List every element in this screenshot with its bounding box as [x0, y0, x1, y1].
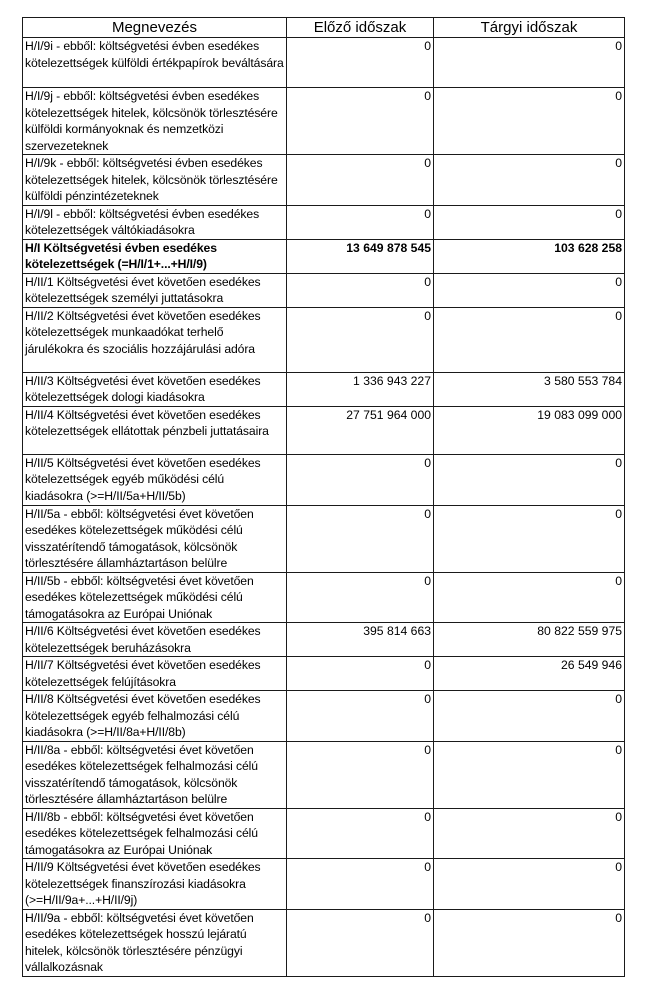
- row-name-cell: H/II/5a - ebből: költségvetési évet követően esedékes kötelezettségek működési célú visszatérítendő támogatások, kölcsönök törlesztésére államháztartáson belülre: [23, 505, 287, 572]
- row-current-period-cell: 0: [434, 741, 625, 808]
- row-current-period-cell: 0: [434, 505, 625, 572]
- row-name-cell: H/II/4 Költségvetési évet követően esedékes kötelezettségek ellátottak pénzbeli juttatásaira: [23, 406, 287, 454]
- row-current-period-cell: 80 822 559 975: [434, 623, 625, 657]
- row-name-cell: H/I Költségvetési évben esedékes kötelezettségek (=H/I/1+...+H/I/9): [23, 239, 287, 273]
- row-previous-period-cell: 0: [287, 657, 434, 691]
- row-current-period-cell: 0: [434, 909, 625, 976]
- row-name-cell: H/I/9i - ebből: költségvetési évben esedékes kötelezettségek külföldi értékpapírok beváltására: [23, 38, 287, 88]
- table-row: [23, 406, 625, 454]
- row-previous-period-cell: 13 649 878 545: [287, 239, 434, 273]
- table-row: [23, 155, 625, 206]
- row-previous-period-cell: 0: [287, 38, 434, 88]
- row-current-period-cell: 0: [434, 205, 625, 239]
- row-current-period-cell: 0: [434, 38, 625, 88]
- row-current-period-cell: 0: [434, 155, 625, 206]
- row-previous-period-cell: 0: [287, 572, 434, 623]
- table-row: [23, 909, 625, 976]
- row-current-period-cell: 26 549 946: [434, 657, 625, 691]
- row-name-cell: H/II/5 Költségvetési évet követően esedékes kötelezettségek egyéb működési célú kiadásokra (>=H/II/5a+H/II/5b): [23, 454, 287, 505]
- table-row: [23, 623, 625, 657]
- row-previous-period-cell: 0: [287, 88, 434, 155]
- row-name-cell: H/II/5b - ebből: költségvetési évet követően esedékes kötelezettségek működési célú támogatásokra az Európai Uniónak: [23, 572, 287, 623]
- table-row: [23, 572, 625, 623]
- table-row: [23, 691, 625, 742]
- row-current-period-cell: 19 083 099 000: [434, 406, 625, 454]
- row-name-cell: H/I/9l - ebből: költségvetési évben esedékes kötelezettségek váltókiadásokra: [23, 205, 287, 239]
- row-current-period-cell: 0: [434, 808, 625, 859]
- row-name-cell: H/II/9 Költségvetési évet követően esedékes kötelezettségek finanszírozási kiadásokra (>=H/II/9a+...+H/II/9j): [23, 859, 287, 910]
- row-name-cell: H/II/2 Költségvetési évet követően esedékes kötelezettségek munkaadókat terhelő járulékokra és szociális hozzájárulási adóra: [23, 307, 287, 372]
- row-current-period-cell: 0: [434, 572, 625, 623]
- row-previous-period-cell: 0: [287, 505, 434, 572]
- header-row: [23, 18, 625, 38]
- row-current-period-cell: 0: [434, 454, 625, 505]
- table-row: [23, 239, 625, 273]
- table-row: [23, 88, 625, 155]
- row-name-cell: H/I/9j - ebből: költségvetési évben esedékes kötelezettségek hitelek, kölcsönök törlesztésére külföldi kormányoknak és nemzetközi szervezeteknek: [23, 88, 287, 155]
- row-name-cell: H/II/3 Költségvetési évet követően esedékes kötelezettségek dologi kiadásokra: [23, 372, 287, 406]
- table-row: [23, 741, 625, 808]
- row-previous-period-cell: 1 336 943 227: [287, 372, 434, 406]
- header-previous-period: Előző időszak: [287, 18, 434, 38]
- table-row: [23, 205, 625, 239]
- row-current-period-cell: 0: [434, 859, 625, 910]
- row-previous-period-cell: 0: [287, 307, 434, 372]
- row-previous-period-cell: 0: [287, 741, 434, 808]
- row-current-period-cell: 0: [434, 307, 625, 372]
- liabilities-table: [22, 17, 625, 977]
- row-name-cell: H/II/8 Költségvetési évet követően esedékes kötelezettségek egyéb felhalmozási célú kiadásokra (>=H/II/8a+H/II/8b): [23, 691, 287, 742]
- table-row: [23, 273, 625, 307]
- row-name-cell: H/II/7 Költségvetési évet követően esedékes kötelezettségek felújításokra: [23, 657, 287, 691]
- table-row: [23, 454, 625, 505]
- row-current-period-cell: 0: [434, 691, 625, 742]
- row-name-cell: H/II/6 Költségvetési évet követően esedékes kötelezettségek beruházásokra: [23, 623, 287, 657]
- table-row: [23, 372, 625, 406]
- table-row: [23, 307, 625, 372]
- table-row: [23, 859, 625, 910]
- row-current-period-cell: 103 628 258: [434, 239, 625, 273]
- row-name-cell: H/II/8a - ebből: költségvetési évet követően esedékes kötelezettségek felhalmozási célú visszatérítendő támogatások, kölcsönök törlesztésére államháztartáson belülre: [23, 741, 287, 808]
- row-previous-period-cell: 0: [287, 273, 434, 307]
- row-previous-period-cell: 0: [287, 808, 434, 859]
- table-row: [23, 38, 625, 88]
- row-name-cell: H/II/1 Költségvetési évet követően esedékes kötelezettségek személyi juttatásokra: [23, 273, 287, 307]
- row-current-period-cell: 0: [434, 273, 625, 307]
- row-previous-period-cell: 0: [287, 691, 434, 742]
- row-previous-period-cell: 0: [287, 859, 434, 910]
- row-current-period-cell: 3 580 553 784: [434, 372, 625, 406]
- header-name: Megnevezés: [23, 18, 287, 38]
- row-previous-period-cell: 27 751 964 000: [287, 406, 434, 454]
- table-row: [23, 808, 625, 859]
- row-current-period-cell: 0: [434, 88, 625, 155]
- row-name-cell: H/II/9a - ebből: költségvetési évet követően esedékes kötelezettségek hosszú lejáratú hitelek, kölcsönök törlesztésére pénzügyi vállalkozásnak: [23, 909, 287, 976]
- row-previous-period-cell: 0: [287, 454, 434, 505]
- row-previous-period-cell: 0: [287, 205, 434, 239]
- table-row: [23, 505, 625, 572]
- row-name-cell: H/II/8b - ebből: költségvetési évet követően esedékes kötelezettségek felhalmozási célú támogatásokra az Európai Uniónak: [23, 808, 287, 859]
- row-previous-period-cell: 0: [287, 155, 434, 206]
- header-current-period: Tárgyi időszak: [434, 18, 625, 38]
- table-row: [23, 657, 625, 691]
- row-previous-period-cell: 0: [287, 909, 434, 976]
- row-previous-period-cell: 395 814 663: [287, 623, 434, 657]
- row-name-cell: H/I/9k - ebből: költségvetési évben esedékes kötelezettségek hitelek, kölcsönök törlesztésére külföldi pénzintézeteknek: [23, 155, 287, 206]
